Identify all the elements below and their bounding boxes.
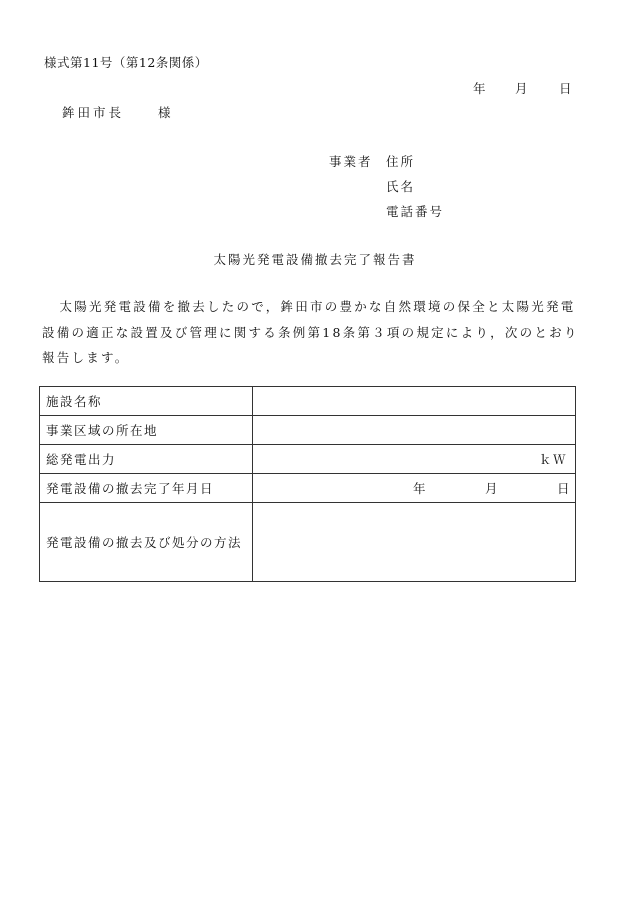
facility-name-field[interactable] bbox=[253, 387, 576, 416]
applicant-phone-label: 電話番号 bbox=[386, 204, 445, 219]
removal-method-label: 発電設備の撤去及び処分の方法 bbox=[40, 503, 253, 582]
table-row bbox=[40, 445, 576, 474]
report-table bbox=[39, 386, 576, 582]
addressee bbox=[62, 103, 171, 121]
addressee-honorific: 様 bbox=[158, 105, 171, 120]
body-paragraph: 太陽光発電設備を撤去したので，鉾田市の豊かな自然環境の保全と太陽光発電設備の適正な設置及び管理に関する条例第18条第３項の規定により，次のとおり報告します。 bbox=[42, 299, 579, 365]
kw-unit: ｋＷ bbox=[538, 452, 567, 467]
removal-date-day: 日 bbox=[557, 481, 572, 496]
facility-name-label: 施設名称 bbox=[40, 387, 253, 416]
applicant-address-label: 住所 bbox=[386, 154, 416, 169]
date-month-label: 月 bbox=[515, 81, 528, 96]
project-area-location-label: 事業区域の所在地 bbox=[40, 416, 253, 445]
project-area-location-field[interactable] bbox=[253, 416, 576, 445]
date-year-label: 年 bbox=[473, 81, 486, 96]
total-output-label: 総発電出力 bbox=[40, 445, 253, 474]
removal-date-field[interactable] bbox=[253, 474, 576, 503]
applicant-label: 事業者 bbox=[329, 154, 373, 169]
applicant-name-label: 氏名 bbox=[386, 179, 416, 194]
addressee-name: 鉾田市長 bbox=[62, 105, 125, 120]
table-row bbox=[40, 503, 576, 582]
removal-date-month: 月 bbox=[485, 481, 500, 496]
table-row bbox=[40, 474, 576, 503]
document-title: 太陽光発電設備撤去完了報告書 bbox=[213, 252, 417, 267]
removal-method-field[interactable] bbox=[253, 503, 576, 582]
submission-date bbox=[470, 79, 580, 97]
removal-date-label: 発電設備の撤去完了年月日 bbox=[40, 474, 253, 503]
total-output-field[interactable] bbox=[253, 445, 576, 474]
form-number: 様式第11号（第12条関係） bbox=[44, 55, 208, 70]
date-day-label: 日 bbox=[559, 81, 572, 96]
table-row bbox=[40, 387, 576, 416]
removal-date-year: 年 bbox=[413, 481, 428, 496]
table-row bbox=[40, 416, 576, 445]
